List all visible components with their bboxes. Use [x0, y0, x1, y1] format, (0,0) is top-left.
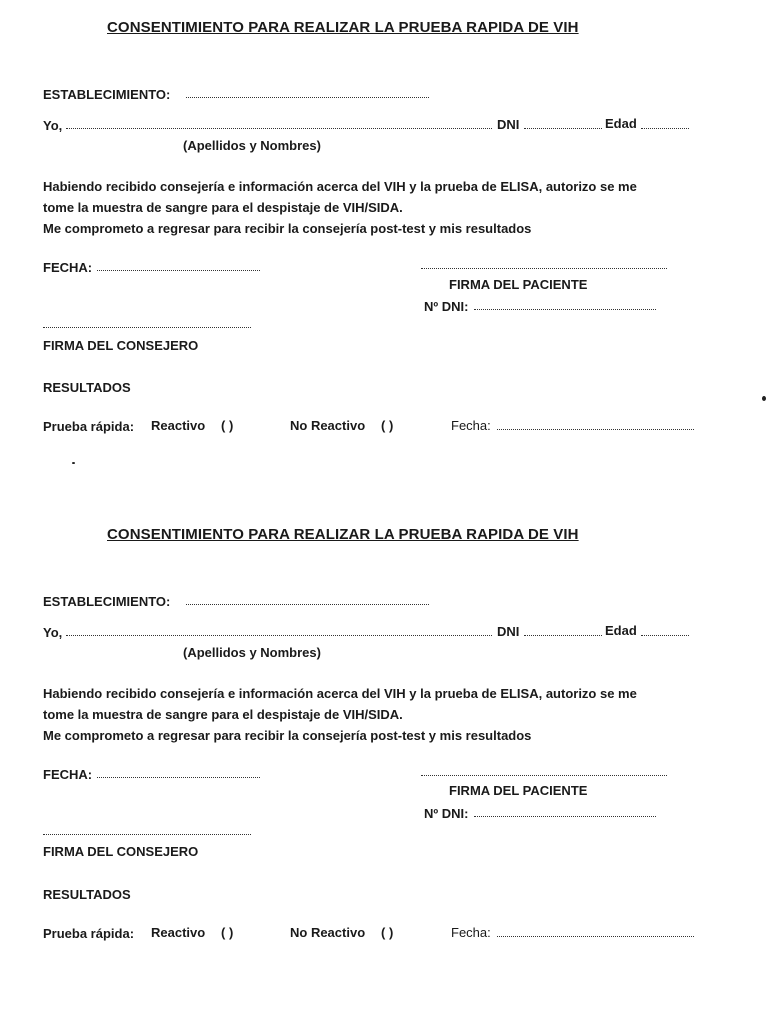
fecha-label: FECHA:: [43, 260, 93, 275]
establecimiento-label: ESTABLECIMIENTO:: [43, 594, 171, 609]
dni-field[interactable]: [524, 635, 602, 636]
prueba-rapida-label: Prueba rápida:: [43, 419, 135, 434]
fecha-resultado-label: Fecha:: [451, 418, 491, 433]
no-reactivo-label: No Reactivo: [290, 418, 366, 433]
paragraph-line-2: tome la muestra de sangre para el despistaje de VIH/SIDA.: [43, 707, 403, 722]
paragraph-line-3: Me comprometo a regresar para recibir la consejería post-test y mis resultados: [43, 728, 532, 743]
form-title: CONSENTIMIENTO PARA REALIZAR LA PRUEBA RAPIDA DE VIH: [107, 19, 579, 36]
reactivo-checkbox[interactable]: ( ): [221, 418, 234, 433]
fecha-resultado-field[interactable]: [497, 936, 694, 937]
firma-consejero-label: FIRMA DEL CONSEJERO: [43, 338, 199, 353]
form-title: CONSENTIMIENTO PARA REALIZAR LA PRUEBA RAPIDA DE VIH: [107, 526, 579, 543]
nombres-field[interactable]: [66, 635, 492, 636]
nombres-hint: (Apellidos y Nombres): [183, 645, 321, 660]
consent-form-1: [0, 0, 768, 500]
establecimiento-label: ESTABLECIMIENTO:: [43, 87, 171, 102]
n-dni-field[interactable]: [474, 309, 656, 310]
paragraph-line-1: Habiendo recibido consejería e información acerca del VIH y la prueba de ELISA, autorizo se me: [43, 686, 637, 701]
no-reactivo-checkbox[interactable]: ( ): [381, 925, 394, 940]
fecha-label: FECHA:: [43, 767, 93, 782]
scan-speck: [72, 462, 75, 464]
paragraph-line-2: tome la muestra de sangre para el despistaje de VIH/SIDA.: [43, 200, 403, 215]
consent-paragraph: [43, 683, 637, 746]
consent-form-2: [0, 507, 768, 1007]
dni-label: DNI: [497, 117, 520, 132]
yo-label: Yo,: [43, 625, 63, 640]
reactivo-label: Reactivo: [151, 925, 206, 940]
n-dni-label: Nº DNI:: [424, 806, 469, 821]
paragraph-line-3: Me comprometo a regresar para recibir la consejería post-test y mis resultados: [43, 221, 532, 236]
no-reactivo-checkbox[interactable]: ( ): [381, 418, 394, 433]
paragraph-line-1: Habiendo recibido consejería e información acerca del VIH y la prueba de ELISA, autorizo se me: [43, 179, 637, 194]
consent-paragraph: [43, 176, 637, 239]
scan-speck-edge: [762, 396, 766, 401]
edad-label: Edad: [605, 116, 637, 131]
fecha-resultado-label: Fecha:: [451, 925, 491, 940]
establecimiento-field[interactable]: [186, 97, 429, 98]
firma-paciente-label: FIRMA DEL PACIENTE: [449, 783, 588, 798]
fecha-field[interactable]: [97, 270, 260, 271]
nombres-hint: (Apellidos y Nombres): [183, 138, 321, 153]
n-dni-field[interactable]: [474, 816, 656, 817]
firma-consejero-line[interactable]: [43, 834, 251, 835]
no-reactivo-label: No Reactivo: [290, 925, 366, 940]
firma-paciente-line[interactable]: [421, 268, 667, 269]
fecha-field[interactable]: [97, 777, 260, 778]
reactivo-label: Reactivo: [151, 418, 206, 433]
firma-consejero-label: FIRMA DEL CONSEJERO: [43, 844, 199, 859]
edad-label: Edad: [605, 623, 637, 638]
prueba-rapida-label: Prueba rápida:: [43, 926, 135, 941]
nombres-field[interactable]: [66, 128, 492, 129]
n-dni-label: Nº DNI:: [424, 299, 469, 314]
firma-consejero-line[interactable]: [43, 327, 251, 328]
dni-field[interactable]: [524, 128, 602, 129]
resultados-label: RESULTADOS: [43, 380, 131, 395]
reactivo-checkbox[interactable]: ( ): [221, 925, 234, 940]
edad-field[interactable]: [641, 635, 689, 636]
resultados-label: RESULTADOS: [43, 887, 131, 902]
yo-label: Yo,: [43, 118, 63, 133]
edad-field[interactable]: [641, 128, 689, 129]
fecha-resultado-field[interactable]: [497, 429, 694, 430]
dni-label: DNI: [497, 624, 520, 639]
firma-paciente-line[interactable]: [421, 775, 667, 776]
establecimiento-field[interactable]: [186, 604, 429, 605]
firma-paciente-label: FIRMA DEL PACIENTE: [449, 277, 588, 292]
